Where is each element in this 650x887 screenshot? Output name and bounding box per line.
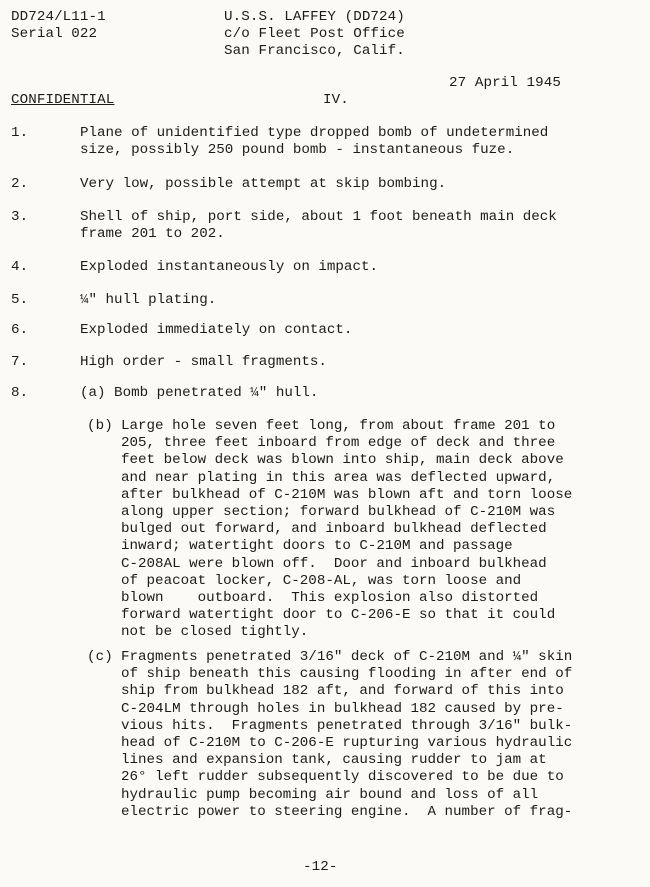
item-number: 8. — [11, 385, 29, 401]
ship-name: U.S.S. LAFFEY (DD724) — [224, 9, 405, 25]
item-number: 6. — [11, 322, 29, 338]
item-text: Exploded immediately on contact. — [80, 322, 353, 338]
fleet-post-office: c/o Fleet Post Office — [224, 26, 405, 42]
item-text: Very low, possible attempt at skip bombing. — [80, 176, 447, 192]
file-reference: DD724/L11-1 — [11, 9, 106, 25]
item-text: Exploded instantaneously on impact. — [80, 259, 378, 275]
item-text: High order - small fragments. — [80, 354, 327, 370]
sub-item-label: (b) — [87, 418, 113, 434]
document-date: 27 April 1945 — [449, 75, 561, 91]
item-number: 1. — [11, 125, 29, 141]
sub-item-text: Large hole seven feet long, from about frame 201 to 205, three feet inboard from edge of deck and three feet below deck was blown into ship, main deck above and near plating in this area was deflected upward, after bulkhead of C-210M was blown aft and torn loose along upper section; forward bulkhead of C-210M was bulged out forward, and inboard bulkhead deflected inward; watertight doors to C-210M and passage C-208AL were blown off. Door and inboard bulkhead of peacoat locker, C-208-AL, was torn loose and blown outboard. This explosion also distorted forward watertight door to C-206-E so that it could not be closed tightly. — [121, 418, 573, 641]
classification-marking: CONFIDENTIAL — [11, 92, 115, 108]
item-number: 3. — [11, 209, 29, 225]
item-number: 7. — [11, 354, 29, 370]
item-number: 2. — [11, 176, 29, 192]
item-text: Plane of unidentified type dropped bomb of undetermined size, possibly 250 pound bomb - instantaneous fuze. — [80, 125, 549, 159]
item-text: Shell of ship, port side, about 1 foot beneath main deck frame 201 to 202. — [80, 209, 557, 243]
city: San Francisco, Calif. — [224, 43, 405, 59]
item-number: 5. — [11, 292, 29, 308]
page-number: -12- — [303, 859, 338, 875]
sub-item-text: Fragments penetrated 3/16" deck of C-210M and ¼" skin of ship beneath this causing flooding in after end of ship from bulkhead 182 aft, and forward of this into C-204LM through holes in bulkhead 182 caused by pre- vious hits. Fragments penetrated through 3/16" bulk- head of C-210M to C-206-E rupturing various hydraulic lines and expansion tank, causing rudder to jam at 26° left rudder subsequently discovered to be due to hydraulic pump becoming air bound and loss of all electric power to steering engine. A number of frag- — [121, 649, 573, 820]
serial-number: Serial 022 — [11, 26, 98, 42]
item-text: (a) Bomb penetrated ¼" hull. — [80, 385, 319, 401]
item-text: ¼" hull plating. — [80, 292, 217, 308]
section-heading: IV. — [323, 92, 349, 108]
item-number: 4. — [11, 259, 29, 275]
sub-item-label: (c) — [87, 649, 113, 665]
